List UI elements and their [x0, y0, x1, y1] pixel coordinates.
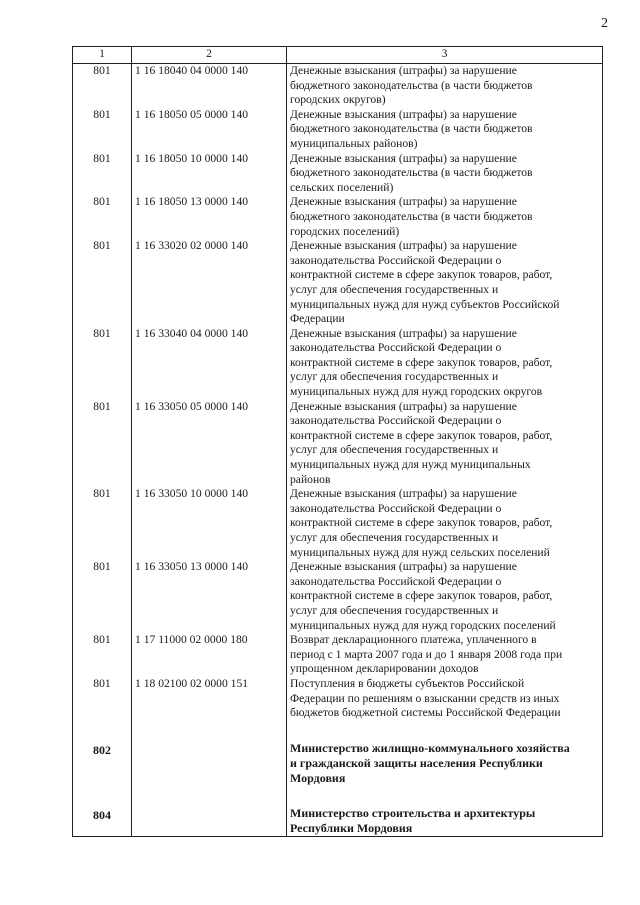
spacer-cell [287, 721, 603, 741]
table-row [73, 487, 603, 560]
code-cell-text: 804 [93, 807, 111, 822]
name-cell [287, 239, 603, 327]
name-cell [287, 487, 603, 560]
revenue-codes-table [72, 46, 603, 837]
spacer-cell [132, 721, 287, 741]
page-number: 2 [601, 16, 608, 31]
table-row [73, 327, 603, 400]
ministry-row [73, 806, 603, 837]
name-cell-text: Возврат декларационного платежа, уплаченного в период с 1 марта 2007 года и до 1 января 2008 года при упрощенном декларировании доходов [290, 633, 563, 676]
table-row [73, 560, 603, 633]
name-cell-text: Поступления в бюджеты субъектов Российской Федерации по решениям о взыскании средств из иных бюджетов бюджетной системы Российской Федерации [290, 676, 561, 720]
table-body [73, 64, 603, 837]
table-row [73, 400, 603, 488]
table-row [73, 108, 603, 152]
code-cell [73, 152, 132, 196]
table-header [73, 47, 603, 64]
kbk-cell [132, 806, 287, 837]
name-cell [287, 677, 603, 721]
table-row [73, 677, 603, 721]
name-cell-text: Денежные взыскания (штрафы) за нарушение законодательства Российской Федерации о контрактной системе в сфере закупок товаров, работ, услуг для обеспечения государственных и муниципальных нужд для нужд городских округов [290, 326, 553, 399]
kbk-cell-text: 1 18 02100 02 0000 151 [135, 676, 249, 690]
kbk-cell-text: 1 16 18050 05 0000 140 [135, 107, 249, 121]
name-cell [287, 633, 603, 677]
kbk-cell [132, 327, 287, 400]
name-cell-text: Денежные взыскания (штрафы) за нарушение законодательства Российской Федерации о контрактной системе в сфере закупок товаров, работ, услуг для обеспечения государственных и муниципальных нужд для нужд городских поселений [290, 560, 556, 632]
column-header-1: 1 [73, 47, 132, 64]
code-cell [73, 108, 132, 152]
kbk-cell [132, 677, 287, 721]
name-cell [287, 64, 603, 108]
code-cell [73, 633, 132, 677]
code-cell [73, 487, 132, 560]
kbk-cell [132, 741, 287, 786]
kbk-cell [132, 64, 287, 108]
ministry-row [73, 741, 603, 786]
name-cell-text: Денежные взыскания (штрафы) за нарушение бюджетного законодательства (в части бюджетов городских округов) [290, 64, 533, 107]
kbk-cell [132, 195, 287, 239]
name-cell [287, 152, 603, 196]
name-cell [287, 108, 603, 152]
name-cell [287, 400, 603, 488]
code-cell-text: 801 [93, 676, 111, 690]
name-cell-text: Денежные взыскания (штрафы) за нарушение законодательства Российской Федерации о контрактной системе в сфере закупок товаров, работ, услуг для обеспечения государственных и муниципальных нужд для нужд субъектов Российской Федерации [290, 239, 560, 326]
kbk-cell [132, 108, 287, 152]
kbk-cell-text: 1 16 18050 10 0000 140 [135, 151, 249, 165]
code-cell [73, 64, 132, 108]
code-cell-text: 801 [93, 64, 111, 77]
spacer-cell [132, 786, 287, 806]
kbk-cell-text: 1 16 18040 04 0000 140 [135, 64, 249, 77]
name-cell [287, 741, 603, 786]
code-cell-text: 801 [93, 633, 111, 647]
code-cell-text: 801 [93, 487, 111, 501]
spacer-cell [287, 786, 603, 806]
name-cell-text: Денежные взыскания (штрафы) за нарушение законодательства Российской Федерации о контрактной системе в сфере закупок товаров, работ, услуг для обеспечения государственных и муниципальных нужд для нужд муниципальных районов [290, 399, 553, 486]
kbk-cell-text: 1 17 11000 02 0000 180 [135, 633, 248, 647]
code-cell-text: 801 [93, 107, 111, 121]
code-cell [73, 677, 132, 721]
name-cell [287, 560, 603, 633]
code-cell [73, 327, 132, 400]
spacer-row [73, 721, 603, 741]
kbk-cell [132, 152, 287, 196]
kbk-cell-text: 1 16 33050 13 0000 140 [135, 560, 249, 574]
kbk-cell-text: 1 16 33050 05 0000 140 [135, 399, 249, 413]
table-row [73, 64, 603, 108]
name-cell [287, 327, 603, 400]
code-cell-text: 801 [93, 560, 111, 574]
kbk-cell [132, 400, 287, 488]
table-row [73, 239, 603, 327]
column-header-2: 2 [132, 47, 287, 64]
spacer-row [73, 786, 603, 806]
spacer-cell [73, 786, 132, 806]
kbk-cell [132, 560, 287, 633]
kbk-cell [132, 239, 287, 327]
table-row [73, 152, 603, 196]
kbk-cell-text: 1 16 33050 10 0000 140 [135, 487, 249, 501]
name-cell-text: Денежные взыскания (штрафы) за нарушение законодательства Российской Федерации о контрактной системе в сфере закупок товаров, работ, услуг для обеспечения государственных и муниципальных нужд для нужд сельских поселений [290, 487, 553, 559]
name-cell [287, 195, 603, 239]
name-cell-text: Министерство жилищно-коммунального хозяйства и гражданской защиты населения Республики Мордовия [290, 740, 570, 785]
name-cell-text: Денежные взыскания (штрафы) за нарушение бюджетного законодательства (в части бюджетов сельских поселений) [290, 151, 533, 194]
column-header-3: 3 [287, 47, 603, 64]
code-cell [73, 400, 132, 488]
kbk-cell-text: 1 16 33040 04 0000 140 [135, 326, 249, 340]
code-cell-text: 801 [93, 151, 111, 165]
code-cell-text: 801 [93, 326, 111, 340]
code-cell-text: 802 [93, 742, 111, 757]
code-cell-text: 801 [93, 239, 111, 253]
code-cell-text: 801 [93, 399, 111, 413]
name-cell-text: Министерство строительства и архитектуры Республики Мордовия [290, 805, 536, 835]
code-cell [73, 239, 132, 327]
code-cell-text: 801 [93, 195, 111, 209]
spacer-cell [73, 721, 132, 741]
kbk-cell-text: 1 16 18050 13 0000 140 [135, 195, 249, 209]
name-cell [287, 806, 603, 837]
kbk-cell-text: 1 16 33020 02 0000 140 [135, 239, 249, 253]
code-cell [73, 806, 132, 837]
kbk-cell [132, 633, 287, 677]
code-cell [73, 195, 132, 239]
code-cell [73, 560, 132, 633]
name-cell-text: Денежные взыскания (штрафы) за нарушение бюджетного законодательства (в части бюджетов муниципальных районов) [290, 107, 533, 150]
name-cell-text: Денежные взыскания (штрафы) за нарушение бюджетного законодательства (в части бюджетов городских поселений) [290, 195, 533, 238]
kbk-cell [132, 487, 287, 560]
table-row [73, 195, 603, 239]
code-cell [73, 741, 132, 786]
table-row [73, 633, 603, 677]
